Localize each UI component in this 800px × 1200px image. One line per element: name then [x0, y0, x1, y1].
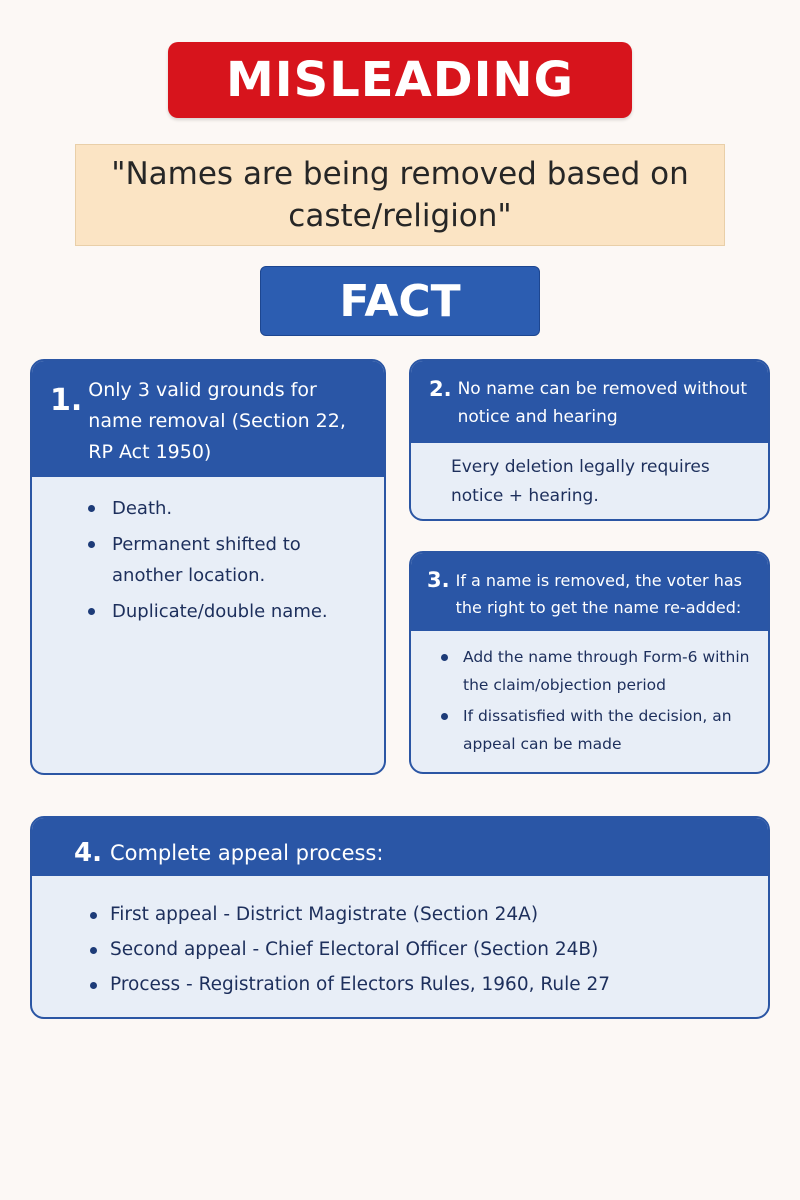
- fact-card-2-heading: No name can be removed without notice and hearing: [457, 379, 747, 427]
- fact-card-1: [30, 359, 386, 775]
- fact-card-3-body: [411, 631, 768, 758]
- verdict-banner: MISLEADING: [168, 42, 632, 118]
- fact-card-1-number: 1.: [50, 383, 83, 418]
- list-item: Permanent shifted to another location.: [112, 529, 368, 591]
- fact-card-4-body: [32, 876, 768, 1002]
- fact-card-4-number: 4.: [74, 838, 102, 868]
- list-item: First appeal - District Magistrate (Section 24A): [110, 898, 748, 932]
- fact-card-1-heading: Only 3 valid grounds for name removal (Section 22, RP Act 1950): [88, 379, 346, 463]
- list-item: Add the name through Form-6 within the claim/objection period: [463, 643, 756, 699]
- fact-card-1-header: [32, 361, 384, 477]
- list-item: Process - Registration of Electors Rules, 1960, Rule 27: [110, 968, 748, 1002]
- fact-card-4-header: [32, 818, 768, 876]
- fact-card-3-number: 3.: [427, 568, 450, 592]
- fact-card-4-list: [110, 898, 748, 1002]
- fact-card-2-number: 2.: [429, 377, 452, 401]
- claim-quote: "Names are being removed based on caste/religion": [75, 144, 725, 246]
- fact-card-3: [409, 551, 770, 774]
- fact-card-4-heading: Complete appeal process:: [109, 841, 384, 865]
- fact-card-3-heading: If a name is removed, the voter has the right to get the name re-added:: [455, 571, 742, 617]
- fact-card-4: [30, 816, 770, 1019]
- fact-card-1-list: [112, 493, 368, 627]
- fact-card-2-body: Every deletion legally requires notice + hearing.: [451, 457, 710, 506]
- fact-banner: FACT: [260, 266, 540, 336]
- list-item: If dissatisfied with the decision, an appeal can be made: [463, 702, 756, 758]
- list-item: Duplicate/double name.: [112, 596, 368, 627]
- list-item: Second appeal - Chief Electoral Officer (Section 24B): [110, 933, 748, 967]
- fact-card-3-list: [463, 643, 756, 758]
- fact-card-2: [409, 359, 770, 521]
- fact-card-2-header: [411, 361, 768, 443]
- fact-card-1-body: [32, 477, 384, 627]
- list-item: Death.: [112, 493, 368, 524]
- fact-card-3-header: [411, 553, 768, 631]
